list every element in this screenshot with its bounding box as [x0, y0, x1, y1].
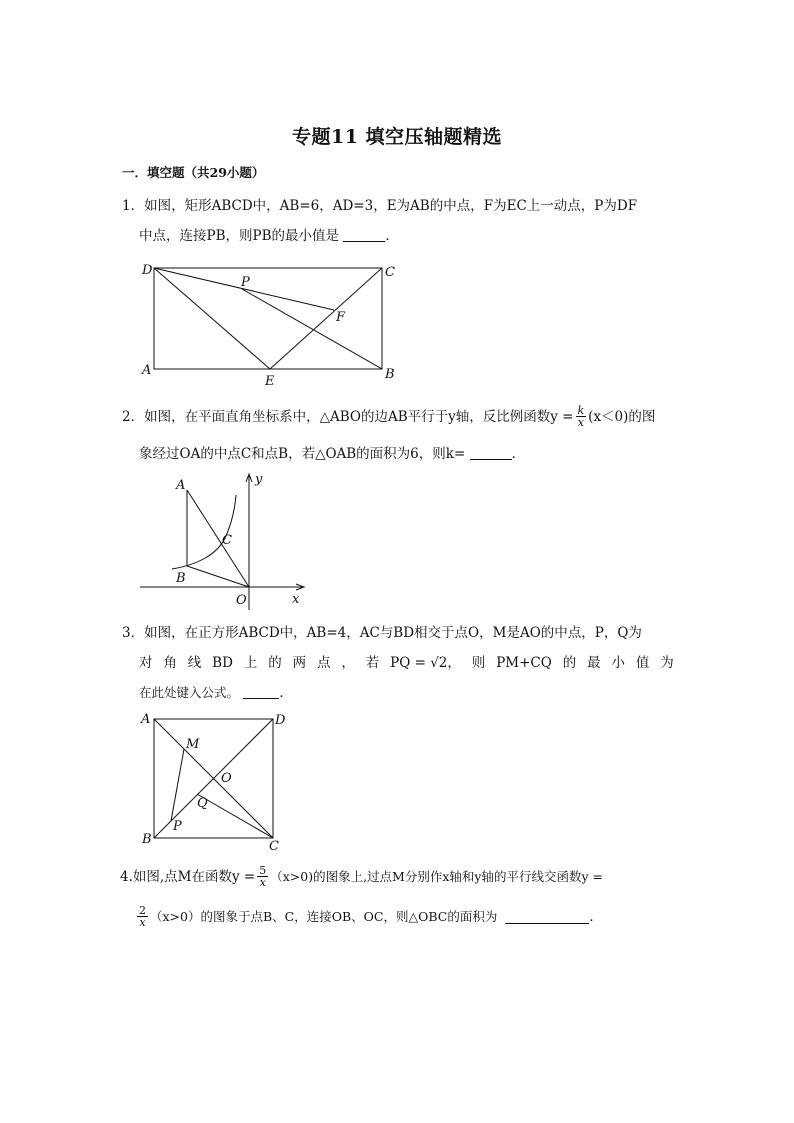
q1-text-line1: 1．如图，矩形ABCD中，AB=6，AD=3，E为AB的中点，F为EC上一动点，P为DF: [122, 198, 638, 214]
q2-label-a: A: [176, 478, 186, 493]
q2-text-line1: [122, 405, 655, 428]
q3-text-line3: [139, 683, 293, 703]
q3-word: 角: [163, 655, 177, 671]
q3-word: 两: [292, 655, 307, 671]
q4-fraction-2-over-x: [137, 905, 148, 928]
q3-word: 的: [268, 655, 282, 671]
q2-text-line2: [139, 444, 525, 464]
q1-label-e: E: [265, 374, 275, 388]
q3-word: 为: [660, 655, 674, 671]
q4-text-line1: [120, 865, 603, 888]
q4-frac1-num: 5: [259, 864, 267, 877]
q4-frac2-den: x: [139, 916, 146, 929]
q1-figure: [136, 258, 406, 388]
q3-answer-blank[interactable]: [243, 684, 279, 699]
q1-rectangle: [154, 268, 382, 369]
q1-label-a: A: [142, 363, 152, 378]
q3-word: 最: [587, 655, 601, 671]
q2-frac-den: x: [577, 416, 584, 429]
q3-label-q: Q: [197, 796, 208, 811]
q4-text-line2: [135, 905, 603, 928]
q3-word: 的: [562, 655, 577, 671]
q1-label-b: B: [385, 367, 395, 382]
q3-label-o: O: [221, 771, 232, 786]
q1-label-p: P: [241, 275, 250, 290]
q3-word: 值: [635, 655, 650, 671]
q3-word: 若: [365, 655, 380, 671]
q3-end-mark: ．: [279, 685, 293, 701]
q1-label-d: D: [142, 263, 153, 278]
q4-text-line1-a: 4.如图,点M在函数y =: [120, 868, 256, 885]
q2-fraction-k-over-x: [576, 405, 587, 428]
q1-label-c: C: [385, 265, 395, 280]
q1-label-f: F: [336, 310, 346, 325]
q3-word: 线: [187, 655, 202, 671]
q3-word: 上: [243, 655, 258, 671]
q4-answer-blank[interactable]: [505, 909, 589, 924]
q1-segment-de: [154, 268, 270, 369]
q4-end-mark: ．: [589, 908, 603, 925]
q1-text-line2: [139, 226, 399, 246]
q3-text-line1: 3．如图，在正方形ABCD中，AB=4，AC与BD相交于点O，M是AO的中点，P，Q为: [122, 625, 642, 641]
q2-figure: [136, 470, 316, 615]
q2-answer-blank[interactable]: [470, 445, 512, 460]
q4-text-line1-b: （x>0)的图象上,过点M分别作x轴和y轴的平行线交函数y =: [270, 868, 603, 884]
q2-segment-bo: [187, 566, 249, 587]
q2-label-y: y: [255, 472, 263, 487]
q2-label-c: C: [222, 533, 232, 548]
q3-word: 点: [316, 655, 331, 671]
q2-text-line1-b: (x＜0)的图: [588, 408, 656, 425]
q2-end-mark: ．: [511, 446, 526, 462]
q2-label-x: x: [292, 592, 300, 607]
q3-label-b: B: [142, 832, 152, 847]
q3-word: 则: [471, 655, 486, 671]
q2-label-b: B: [176, 571, 186, 586]
q3-formula-placeholder[interactable]: 在此处键入公式。: [139, 685, 240, 700]
q2-frac-num: k: [577, 404, 585, 417]
q2-label-o: O: [236, 593, 247, 608]
q1-segment-pb: [242, 289, 382, 369]
q2-segment-ao: [187, 490, 249, 587]
q3-label-d: D: [275, 713, 286, 728]
q3-label-c: C: [269, 839, 279, 853]
q3-word: PM+CQ: [496, 655, 552, 671]
q2-text-line1-a: 2．如图，在平面直角坐标系中，△ABO的边AB平行于y轴，反比例函数y =: [122, 408, 574, 425]
q3-label-m: M: [186, 737, 200, 752]
q1-answer-blank[interactable]: [343, 227, 385, 242]
q3-figure: [136, 708, 296, 853]
q1-end-mark: ．: [385, 228, 399, 244]
q4-fraction-5-over-x: [257, 865, 268, 888]
section-heading: 一．填空题（共29小题）: [122, 165, 265, 180]
q2-text-line2-body: 象经过OA的中点C和点B，若△OAB的面积为6，则k=: [139, 446, 466, 462]
q3-word: BD: [212, 655, 233, 671]
q4-text-line2-body: （x>0）的图象于点B、C，连接OB、OC，则△OBC的面积为: [150, 908, 498, 924]
q3-label-p: P: [173, 819, 182, 834]
q1-text-line2-body: 中点，连接PB，则PB的最小值是: [139, 228, 340, 244]
q1-segment-ec: [270, 268, 382, 369]
q3-word: ，: [341, 655, 355, 671]
page-title: 专题11 填空压轴题精选: [291, 126, 503, 148]
q4-frac1-den: x: [259, 876, 266, 889]
q3-word: 对: [139, 655, 153, 671]
q3-word: 小: [611, 655, 625, 671]
q3-text-line2: [139, 653, 674, 673]
q3-word-pq-sqrt2: PQ = √2，: [390, 655, 461, 671]
q3-label-a: A: [141, 712, 151, 727]
q4-frac2-num: 2: [139, 904, 146, 917]
q2-hyperbola-curve: [172, 495, 236, 569]
